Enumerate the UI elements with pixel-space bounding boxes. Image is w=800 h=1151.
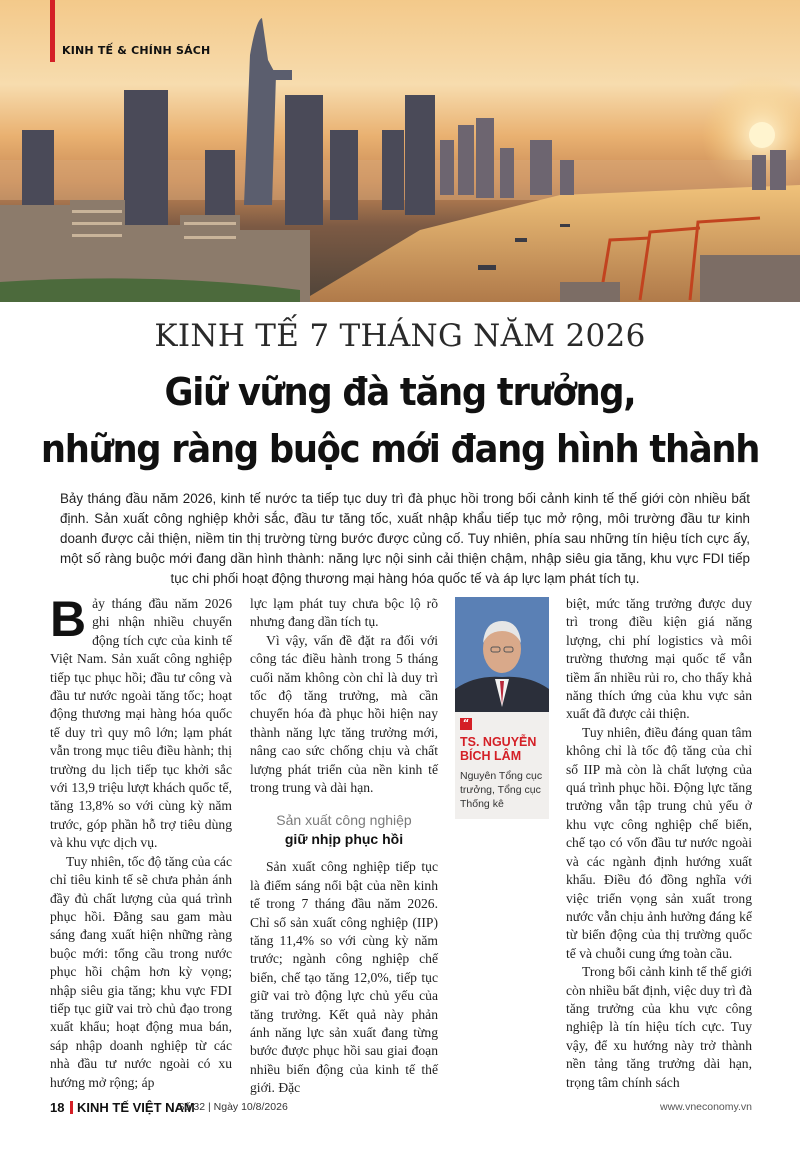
subheading-line-2: giữ nhịp phục hồi	[284, 830, 404, 847]
quote-mark-icon: “	[460, 718, 472, 730]
page-number: 18	[50, 1100, 65, 1115]
paragraph: lực lạm phát tuy chưa bộc lộ rõ nhưng đang dần tích tụ.	[250, 596, 438, 630]
paragraph: Sản xuất công nghiệp tiếp tục là điểm sáng nổi bật của nền kinh tế trong 7 tháng đầu năm 2026. Chỉ số sản xuất công nghiệp (IIP) tăng 11,4% so với cùng kỳ năm trước; ngành công nghiệp chế biến, chế tạo tăng 12,0%, tiếp tục giữ vai trò động lực chủ yếu của tăng trưởng. Kết quả này phản ánh năng lực sản xuất đang từng bước được phục hồi sau giai đoạn nhiều biến động của kinh tế thế giới. Đặc	[250, 859, 438, 1096]
author-box	[455, 597, 549, 819]
magazine-name: KINH TẾ VIỆT NAM	[77, 1100, 195, 1115]
article-column-3	[566, 595, 752, 1092]
hero-photo	[0, 0, 800, 302]
author-role: Nguyên Tổng cục trưởng, Tổng cục Thống kê	[460, 770, 543, 810]
paragraph	[50, 591, 232, 853]
article-column-1	[50, 591, 232, 1092]
subheading-line-1: Sản xuất công nghiệp	[276, 812, 412, 829]
headline-line-2: những ràng buộc mới đang hình thành	[40, 427, 760, 471]
issue-info: | Số 32 | Ngày 10/8/2026	[172, 1101, 288, 1113]
article-lead: Bảy tháng đầu năm 2026, kinh tế nước ta tiếp tục duy trì đà phục hồi trong bối cảnh kinh tế thế giới còn nhiều bất định. Sản xuất công nghiệp khởi sắc, đầu tư tăng tốc, xuất nhập khẩu tiếp tục mở rộng, môi trường đầu tư kinh doanh được cải thiện, niềm tin thị trường từng bước được củng cố. Tuy nhiên, phía sau những tín hiệu tích cực ấy, một số ràng buộc mới đang dần hình thành: năng lực nội sinh cải thiện chậm, nhập siêu gia tăng, khu vực FDI tiếp tục chi phối hoạt động thương mại hàng hóa quốc tế và áp lực lạm phát tích tụ.	[60, 491, 750, 586]
paragraph: Trong bối cảnh kinh tế thế giới còn nhiều bất định, việc duy trì đà tăng trưởng của khu vực công nghiệp là tín hiệu tích cực. Tuy vậy, để xu hướng này trở thành nền tảng tăng trưởng dài hạn, trọng tâm chính sách	[566, 964, 752, 1090]
section-accent-bar	[50, 0, 55, 62]
section-label: KINH TẾ & CHÍNH SÁCH	[62, 44, 211, 57]
paragraph: biệt, mức tăng trưởng được duy trì trong điều kiện giá năng lượng, chi phí logistics và môi trường thương mại quốc tế vẫn tiềm ẩn nhiều rủi ro, cho thấy khả năng thích ứng của khu vực sản xuất đã được cải thiện.	[566, 596, 752, 722]
article-column-2	[250, 595, 438, 1098]
headline-line-1: Giữ vững đà tăng trưởng,	[164, 370, 636, 414]
author-name: TS. NGUYỄN BÍCH LÂM	[460, 735, 537, 763]
article-kicker: KINH TẾ 7 THÁNG NĂM 2026	[154, 318, 646, 354]
paragraph-text: ảy tháng đầu năm 2026 ghi nhận nhiều chuyển động tích cực của kinh tế Việt Nam. Sản xuất công nghiệp tiếp tục phục hồi; đầu tư công và đầu tư nước ngoài tăng tốc; hoạt động thương mại hàng hóa quốc tế duy trì quy mô lớn; lạm phát vẫn trong mục tiêu điều hành; thị trường du lịch tiếp tục khởi sắc với 13,9 triệu lượt khách quốc tế, tăng 13,8% so với cùng kỳ năm trước, góp phần hỗ trợ tiêu dùng và khu vực dịch vụ.	[50, 596, 232, 851]
author-photo	[455, 597, 549, 712]
paragraph: Tuy nhiên, tốc độ tăng của các chỉ tiêu kinh tế sẽ chưa phản ánh đầy đủ chất lượng của quá trình phục hồi. Đằng sau gam màu sáng đang xuất hiện những ràng buộc mới: tổng cầu trong nước phục hồi chậm hơn kỳ vọng; nhập siêu gia tăng; khu vực FDI tiếp tục giữ vai trò chủ đạo trong xuất khẩu; hoạt động mua bán, sáp nhập doanh nghiệp từ các nhà đầu tư nước ngoài có xu hướng mở rộng; áp	[50, 853, 232, 1090]
drop-cap: B	[50, 591, 87, 647]
paragraph: Tuy nhiên, điều đáng quan tâm không chỉ là tốc độ tăng của chỉ số IIP mà còn là chất lượng của quá trình phục hồi. Động lực tăng trưởng vẫn tập trung chủ yếu ở khu vực công nghiệp chế biến, chế tạo có vốn đầu tư nước ngoài và các ngành định hướng xuất khẩu. Điều đó đồng nghĩa với việc triển vọng sản xuất trong nước vẫn chịu ảnh hưởng đáng kể từ biến động của thị trường quốc tế và chuỗi cung ứng toàn cầu.	[566, 724, 752, 961]
website-url: www.vneconomy.vn	[659, 1101, 752, 1113]
page-footer	[0, 1097, 800, 1119]
footer-accent-bar	[70, 1101, 73, 1114]
paragraph: Vì vậy, vấn đề đặt ra đối với công tác điều hành trong 5 tháng cuối năm không còn chỉ là duy trì tốc độ tăng trưởng, mà cần chuyển hóa đà phục hồi hiện nay thành năng lực tăng trưởng mới, nâng cao sức chống chịu và chất lượng phát triển của nền kinh tế trong trung và dài hạn.	[250, 632, 438, 796]
section-subheading	[250, 811, 438, 848]
